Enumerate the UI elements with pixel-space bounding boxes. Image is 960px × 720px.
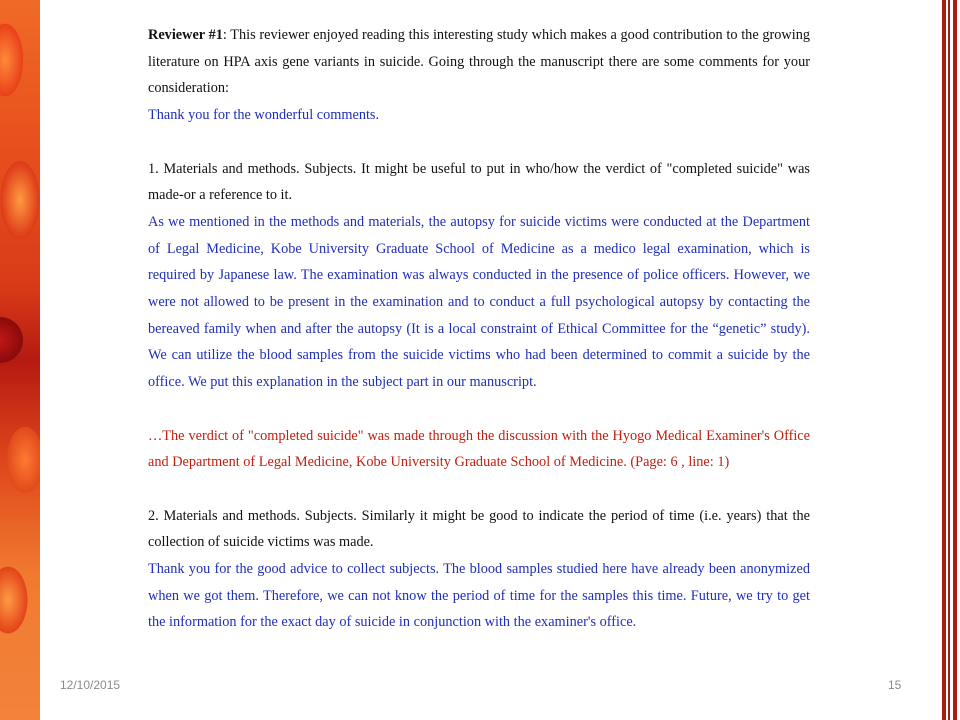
comment-1: 1. Materials and methods. Subjects. It might be useful to put in who/how the verdict of "completed suicide" was made-or a reference to it.: [148, 160, 810, 204]
response-2: Thank you for the good advice to collect subjects. The blood samples studied here have already been anonymized when we got them. Therefore, we can not know the period of time for the samples this time. Future, we try to get the information for the exact day of suicide in conjunction with the examiner's office.: [148, 561, 810, 631]
response-1: As we mentioned in the methods and materials, the autopsy for suicide victims were conducted at the Department of Legal Medicine, Kobe University Graduate School of Medicine as a medico legal examination, which is required by Japanese law. The examination was always conducted in the presence of police officers. However, we were not allowed to be present in the examination and to conduct a full psychological autopsy by contacting the bereaved family when and after the autopsy (It is a local constraint of Ethical Committee for the “genetic” study). We can utilize the blood samples from the suicide victims who had been determined to commit a suicide by the office. We put this explanation in the subject part in our manuscript.: [148, 213, 810, 391]
comment-2: 2. Materials and methods. Subjects. Similarly it might be good to indicate the period of time (i.e. years) that the collection of suicide victims was made.: [148, 507, 810, 551]
reviewer-intro: Reviewer #1: This reviewer enjoyed reading this interesting study which makes a good contribution to the growing literature on HPA axis gene variants in suicide. Going through the manuscript there are some comments for your consideration:: [148, 27, 811, 97]
response-letter: [148, 22, 810, 636]
decorative-stripes: [938, 0, 960, 720]
slide-page-number: 15: [888, 678, 902, 692]
flower-decoration: [0, 0, 40, 720]
reviewer-reply: Thank you for the wonderful comments.: [148, 107, 380, 124]
reviewer-label: Reviewer #1: [148, 27, 223, 43]
revision-1: …The verdict of "completed suicide" was made through the discussion with the Hyogo Medical Examiner's Office and Department of Legal Medicine, Kobe University Graduate School of Medicine. (Page: 6 , line: 1): [148, 427, 810, 471]
slide-date: 12/10/2015: [60, 678, 121, 692]
